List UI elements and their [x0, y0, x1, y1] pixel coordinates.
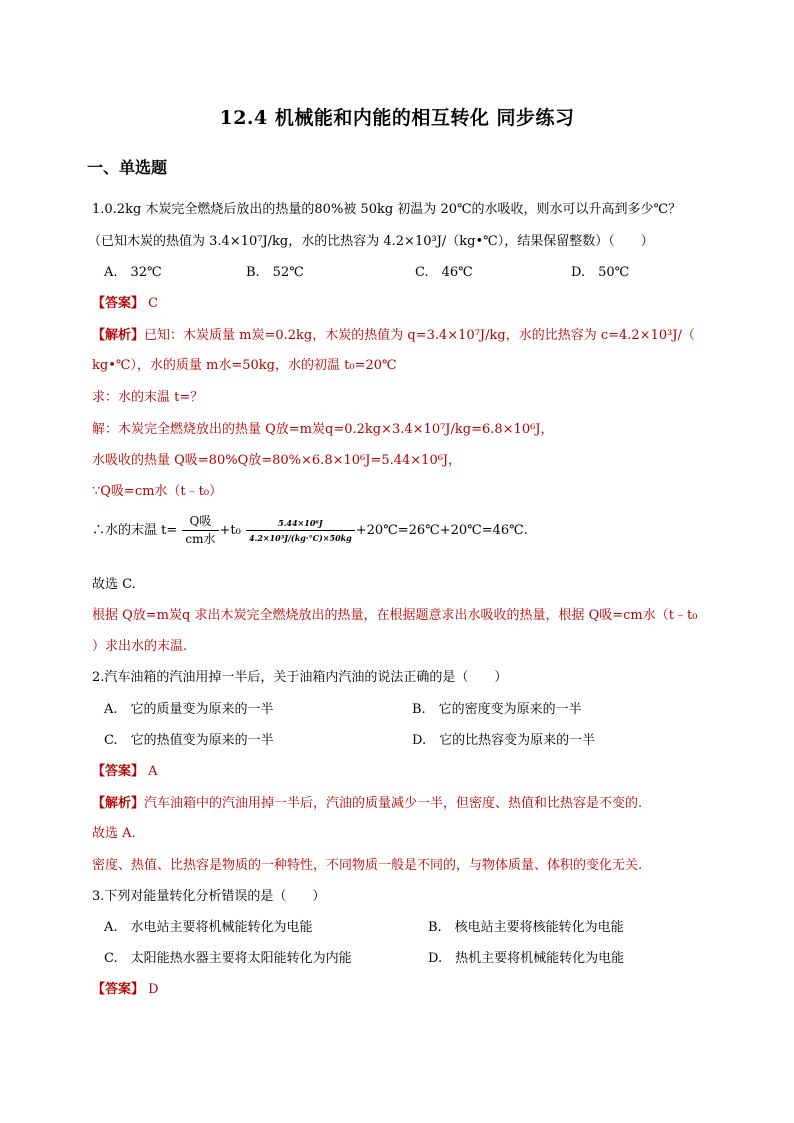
- q1-stem-line2: （已知木炭的热值为 3.4×10⁷J/kg，水的比热容为 4.2×10³J/（kg•℃），结果保留整数）（ ）: [88, 234, 654, 249]
- q1-note-line2: ）求出水的末温.: [92, 639, 188, 654]
- analysis-text: 汽车油箱中的汽油用掉一半后，汽油的质量减少一半，但密度、热值和比热容是不变的.: [144, 796, 643, 811]
- q1-option-b: B. 52℃: [246, 265, 304, 280]
- q3-option-c: C. 太阳能热水器主要将太阳能转化为内能: [104, 951, 352, 966]
- q1-option-a: A. 32℃: [104, 265, 162, 280]
- q2-answer: [92, 762, 158, 782]
- q2-note: 密度、热值、比热容是物质的一种特性，不同物质一般是不同的，与物体质量、体积的变化无关.: [92, 858, 643, 873]
- fraction-denominator: 4.2×10³J/(kg·°C)×50kg: [248, 533, 352, 543]
- q2-option-a: A. 它的质量变为原来的一半: [104, 702, 274, 717]
- fraction-numerator: 5.44×10⁶J: [246, 516, 355, 531]
- q1-analysis-line1: [92, 326, 695, 346]
- q1-option-d: D. 50℃: [571, 265, 630, 280]
- q1-choose: 故选 C.: [92, 577, 136, 592]
- q1-note-line1: 根据 Q放=m炭q 求出木炭完全燃烧放出的热量，在根据题意求出水吸收的热量，根据 Q吸=cm水（t﹣t₀: [92, 608, 698, 623]
- analysis-tag: 【解析】: [92, 796, 145, 811]
- formula-mid: +t₀: [219, 523, 241, 538]
- q1-analysis-line2: kg•℃），水的质量 m水=50kg，水的初温 t₀=20℃: [92, 358, 397, 373]
- q2-analysis: [92, 794, 642, 814]
- q2-choose: 故选 A.: [92, 826, 136, 841]
- q1-ask: 求：水的末温 t=？: [92, 390, 204, 405]
- answer-tag: 【答案】: [92, 764, 145, 779]
- q3-option-a: A. 水电站主要将机械能转化为电能: [104, 920, 313, 935]
- q3-option-b: B. 核电站主要将核能转化为电能: [428, 920, 624, 935]
- formula-prefix: ∴水的末温 t=: [92, 523, 178, 538]
- answer-tag: 【答案】: [92, 982, 145, 997]
- q1-solution-2: 水吸收的热量 Q吸=80%Q放=80%×6.8×10⁶J=5.44×10⁶J，: [92, 453, 462, 468]
- page-title: 12.4 机械能和内能的相互转化 同步练习: [219, 107, 575, 129]
- q1-answer: [92, 294, 158, 314]
- q1-solution-1: 解：木炭完全燃烧放出的热量 Q放=m炭q=0.2kg×3.4×10⁷J/kg=6.8×10⁶J，: [92, 422, 554, 437]
- answer-tag: 【答案】: [92, 296, 145, 311]
- answer-value: D: [148, 982, 159, 997]
- answer-value: C: [148, 296, 159, 311]
- analysis-tag: 【解析】: [92, 328, 145, 343]
- q1-solution-3: ∵Q吸=cm水（t﹣t₀）: [92, 484, 223, 499]
- q3-answer: [92, 980, 159, 1000]
- fraction-numeric: [246, 516, 355, 545]
- q3-option-d: D. 热机主要将机械能转化为电能: [428, 951, 625, 966]
- q2-option-c: C. 它的热值变为原来的一半: [104, 733, 274, 748]
- formula-suffix: +20℃=26℃+20℃=46℃.: [355, 523, 528, 538]
- q1-solution-formula: [92, 512, 528, 550]
- answer-value: A: [148, 764, 158, 779]
- analysis-text: 已知：木炭质量 m炭=0.2kg，木炭的热值为 q=3.4×10⁷J/kg，水的比热容为 c=4.2×10³J/（: [144, 328, 695, 343]
- q3-stem: 3.下列对能量转化分析错误的是（ ）: [92, 889, 326, 904]
- fraction-denominator: cm水: [185, 532, 216, 546]
- q2-option-b: B. 它的密度变为原来的一半: [412, 702, 582, 717]
- fraction-numerator: Q吸: [182, 513, 218, 531]
- q2-option-d: D. 它的比热容变为原来的一半: [412, 733, 596, 748]
- q2-stem: 2.汽车油箱的汽油用掉一半后，关于油箱内汽油的说法正确的是（ ）: [92, 670, 508, 685]
- q1-stem-line1: 1.0.2kg 木炭完全燃烧后放出的热量的80%被 50kg 初温为 20℃的水吸收，则水可以升高到多少℃？: [92, 202, 682, 217]
- fraction-q-over-cm: [182, 513, 218, 548]
- q1-option-c: C. 46℃: [415, 265, 473, 280]
- section-heading: 一、单选题: [87, 158, 168, 177]
